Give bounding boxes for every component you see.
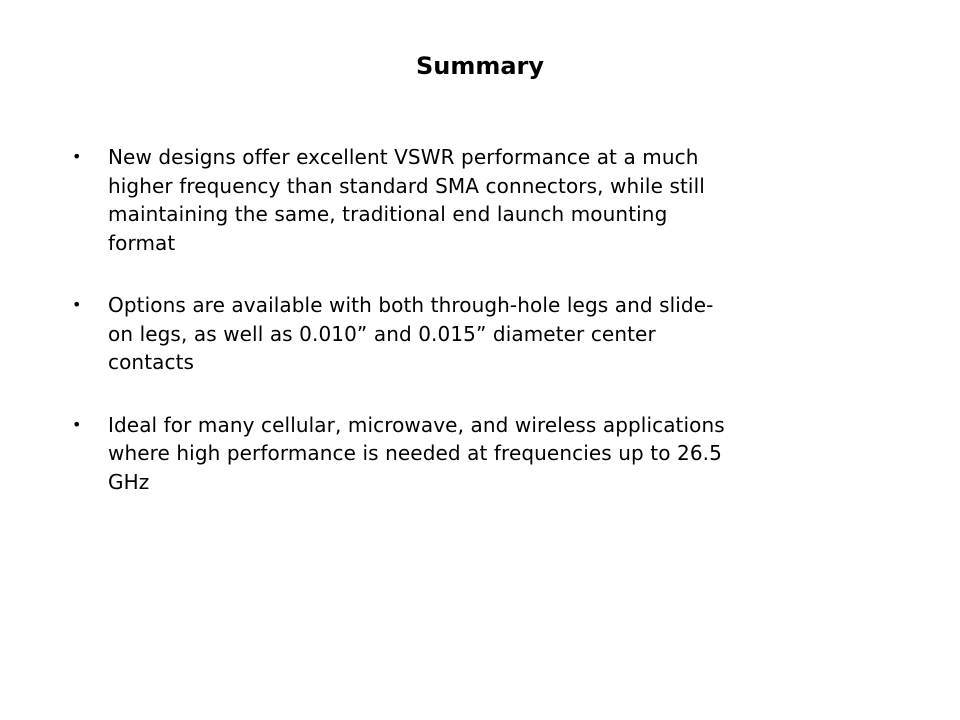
bullet-text [108, 291, 860, 377]
bullet-item [70, 411, 860, 497]
bullet-line: higher frequency than standard SMA connectors, while still [108, 173, 705, 198]
bullet-line: New designs offer excellent VSWR performance at a much [108, 145, 699, 169]
bullet-text [108, 143, 860, 257]
slide-title: Summary [415, 52, 545, 80]
bullet-line: GHz [108, 469, 150, 494]
bullet-text [108, 411, 860, 497]
bullet-item [70, 291, 860, 377]
bullet-item [70, 143, 860, 257]
bullet-dot-icon: • [72, 414, 82, 434]
bullet-line: where high performance is needed at frequencies up to 26.5 [108, 441, 722, 465]
bullet-line: Options are available with both through-hole legs and slide- [108, 293, 714, 317]
bullet-list [70, 143, 860, 530]
bullet-line: maintaining the same, traditional end launch mounting [108, 202, 668, 226]
bullet-line: Ideal for many cellular, microwave, and wireless applications [108, 412, 725, 437]
bullet-dot-icon: • [72, 147, 82, 166]
bullet-dot-icon: • [72, 295, 82, 314]
bullet-line: contacts [108, 350, 195, 374]
bullet-line: format [108, 230, 176, 255]
bullet-line: on legs, as well as 0.010” and 0.015” diameter center [108, 321, 656, 346]
